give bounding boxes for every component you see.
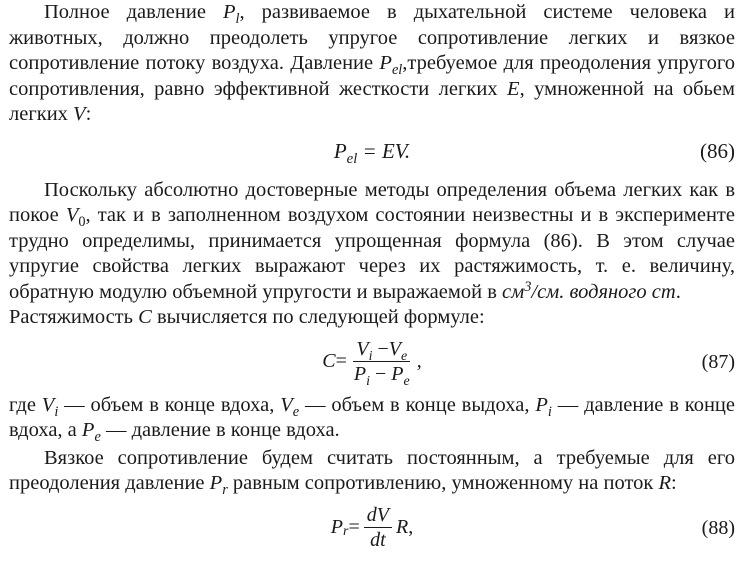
sub-i: i (547, 403, 552, 420)
text-run: , так и в заполненном воздухом состоянии неизвестны и в эксперименте трудно определимы, принимается упрощенная формула (86). В этом случае упругие свойства легких выражают через их растяжимость, т. е. величину, обратную модулю объемной упругости и выражаемой в (9, 204, 735, 303)
equation-88-body: P $_r$ = $\frac{dV}{dt}$ R , (330, 504, 414, 551)
eq-term: = EV. (357, 138, 411, 163)
sub-e: e (94, 429, 101, 446)
text-run: : (671, 472, 677, 494)
equation-number: (87) (701, 350, 735, 373)
text-run: , умноженной на обьем легких (9, 77, 735, 125)
unit-cm: см (502, 280, 525, 303)
equation-number: (88) (701, 516, 735, 539)
text-run: где (9, 393, 42, 416)
eq-sub: e (401, 348, 408, 364)
text-run: равным сопротивлению, умноженному на поток (227, 472, 659, 494)
text-run: Полное давление (44, 1, 223, 23)
var-P: P (222, 1, 236, 23)
eq-sub: i (366, 373, 370, 389)
var-C: C (138, 306, 152, 328)
eq-sign: = (335, 350, 347, 372)
var-P: P (379, 52, 392, 74)
text-run: Поскольку абсолютно достоверные методы определения объема легких как в покое (9, 178, 735, 226)
sub-l: l (235, 11, 240, 28)
text-run: : (85, 103, 92, 125)
text-run: , развиваемое в дыхательной системе человека и животных, должно преодолеть упругое сопротивление легких и вязкое сопротивление потоку воздуха. Давление (9, 1, 735, 74)
equation-number: (86) (700, 138, 735, 163)
var-E: E (507, 77, 520, 100)
fraction (364, 504, 392, 551)
paragraph-definitions (9, 393, 735, 444)
eq-sub: i (368, 348, 373, 364)
eq-term: V (356, 338, 369, 360)
eq-term: P (353, 363, 367, 385)
document-page (9, 0, 735, 559)
fraction-numerator: dV (364, 504, 392, 528)
var-V: V (280, 393, 293, 416)
eq-op: − (370, 363, 392, 385)
sup-3: 3 (524, 279, 532, 296)
text-run: . (675, 280, 681, 303)
sub-r: r (222, 482, 228, 499)
eq-term: P (333, 138, 347, 163)
equation-87 (9, 331, 735, 393)
var-R: R (658, 472, 672, 494)
eq-sign: = (348, 516, 360, 538)
eq-term: V (388, 338, 401, 360)
fraction (351, 338, 413, 389)
paragraph-viscous-resistance (9, 446, 735, 497)
equation-87-body (9, 335, 735, 389)
fraction-numerator (353, 338, 410, 362)
sub-0: 0 (78, 214, 86, 231)
eq-term: R (395, 516, 409, 538)
eq-sub: el (346, 150, 358, 167)
var-V: V (65, 204, 79, 226)
text-run: — давление в конце вдоха. (100, 419, 340, 441)
text-run: Вязкое сопротивление будем считать постоянным, а требуемые для его преодоления давление (9, 446, 735, 494)
text-run: вычисляется по следующей формуле: (151, 306, 485, 328)
paragraph-lung-volume (9, 178, 735, 331)
fraction-denominator: dt (370, 529, 386, 551)
eq-sub: e (403, 373, 410, 389)
sub-e: e (292, 403, 300, 420)
unit-water: /см. водяного ст (531, 280, 676, 303)
var-P: P (209, 472, 223, 494)
equation-88 (9, 497, 735, 559)
eq-punct: , (416, 350, 422, 372)
eq-punct: , (408, 516, 414, 538)
paragraph-total-pressure (9, 0, 735, 128)
text-run: — давление в конце вдоха, а (9, 393, 735, 441)
eq-term: P (330, 516, 344, 538)
var-P: P (535, 393, 548, 416)
eq-term: C (322, 350, 336, 372)
eq-term: P (391, 363, 404, 385)
sub-el: el (391, 62, 403, 79)
var-V: V (41, 393, 55, 416)
text-run: Растяжимость (9, 306, 139, 328)
var-P: P (81, 419, 95, 441)
var-V: V (73, 103, 86, 125)
text-run: — объем в конце вдоха, (58, 393, 281, 416)
fraction-denominator (351, 362, 413, 389)
text-run: — объем в конце выдоха, (299, 393, 536, 416)
equation-86 (9, 128, 735, 178)
text-run: ,требуемое для преодоления упругого сопротивления, равно эффективной жесткости легких (9, 52, 736, 100)
eq-op: − (372, 338, 389, 360)
equation-86-body (9, 138, 735, 167)
sub-i: i (54, 403, 59, 420)
